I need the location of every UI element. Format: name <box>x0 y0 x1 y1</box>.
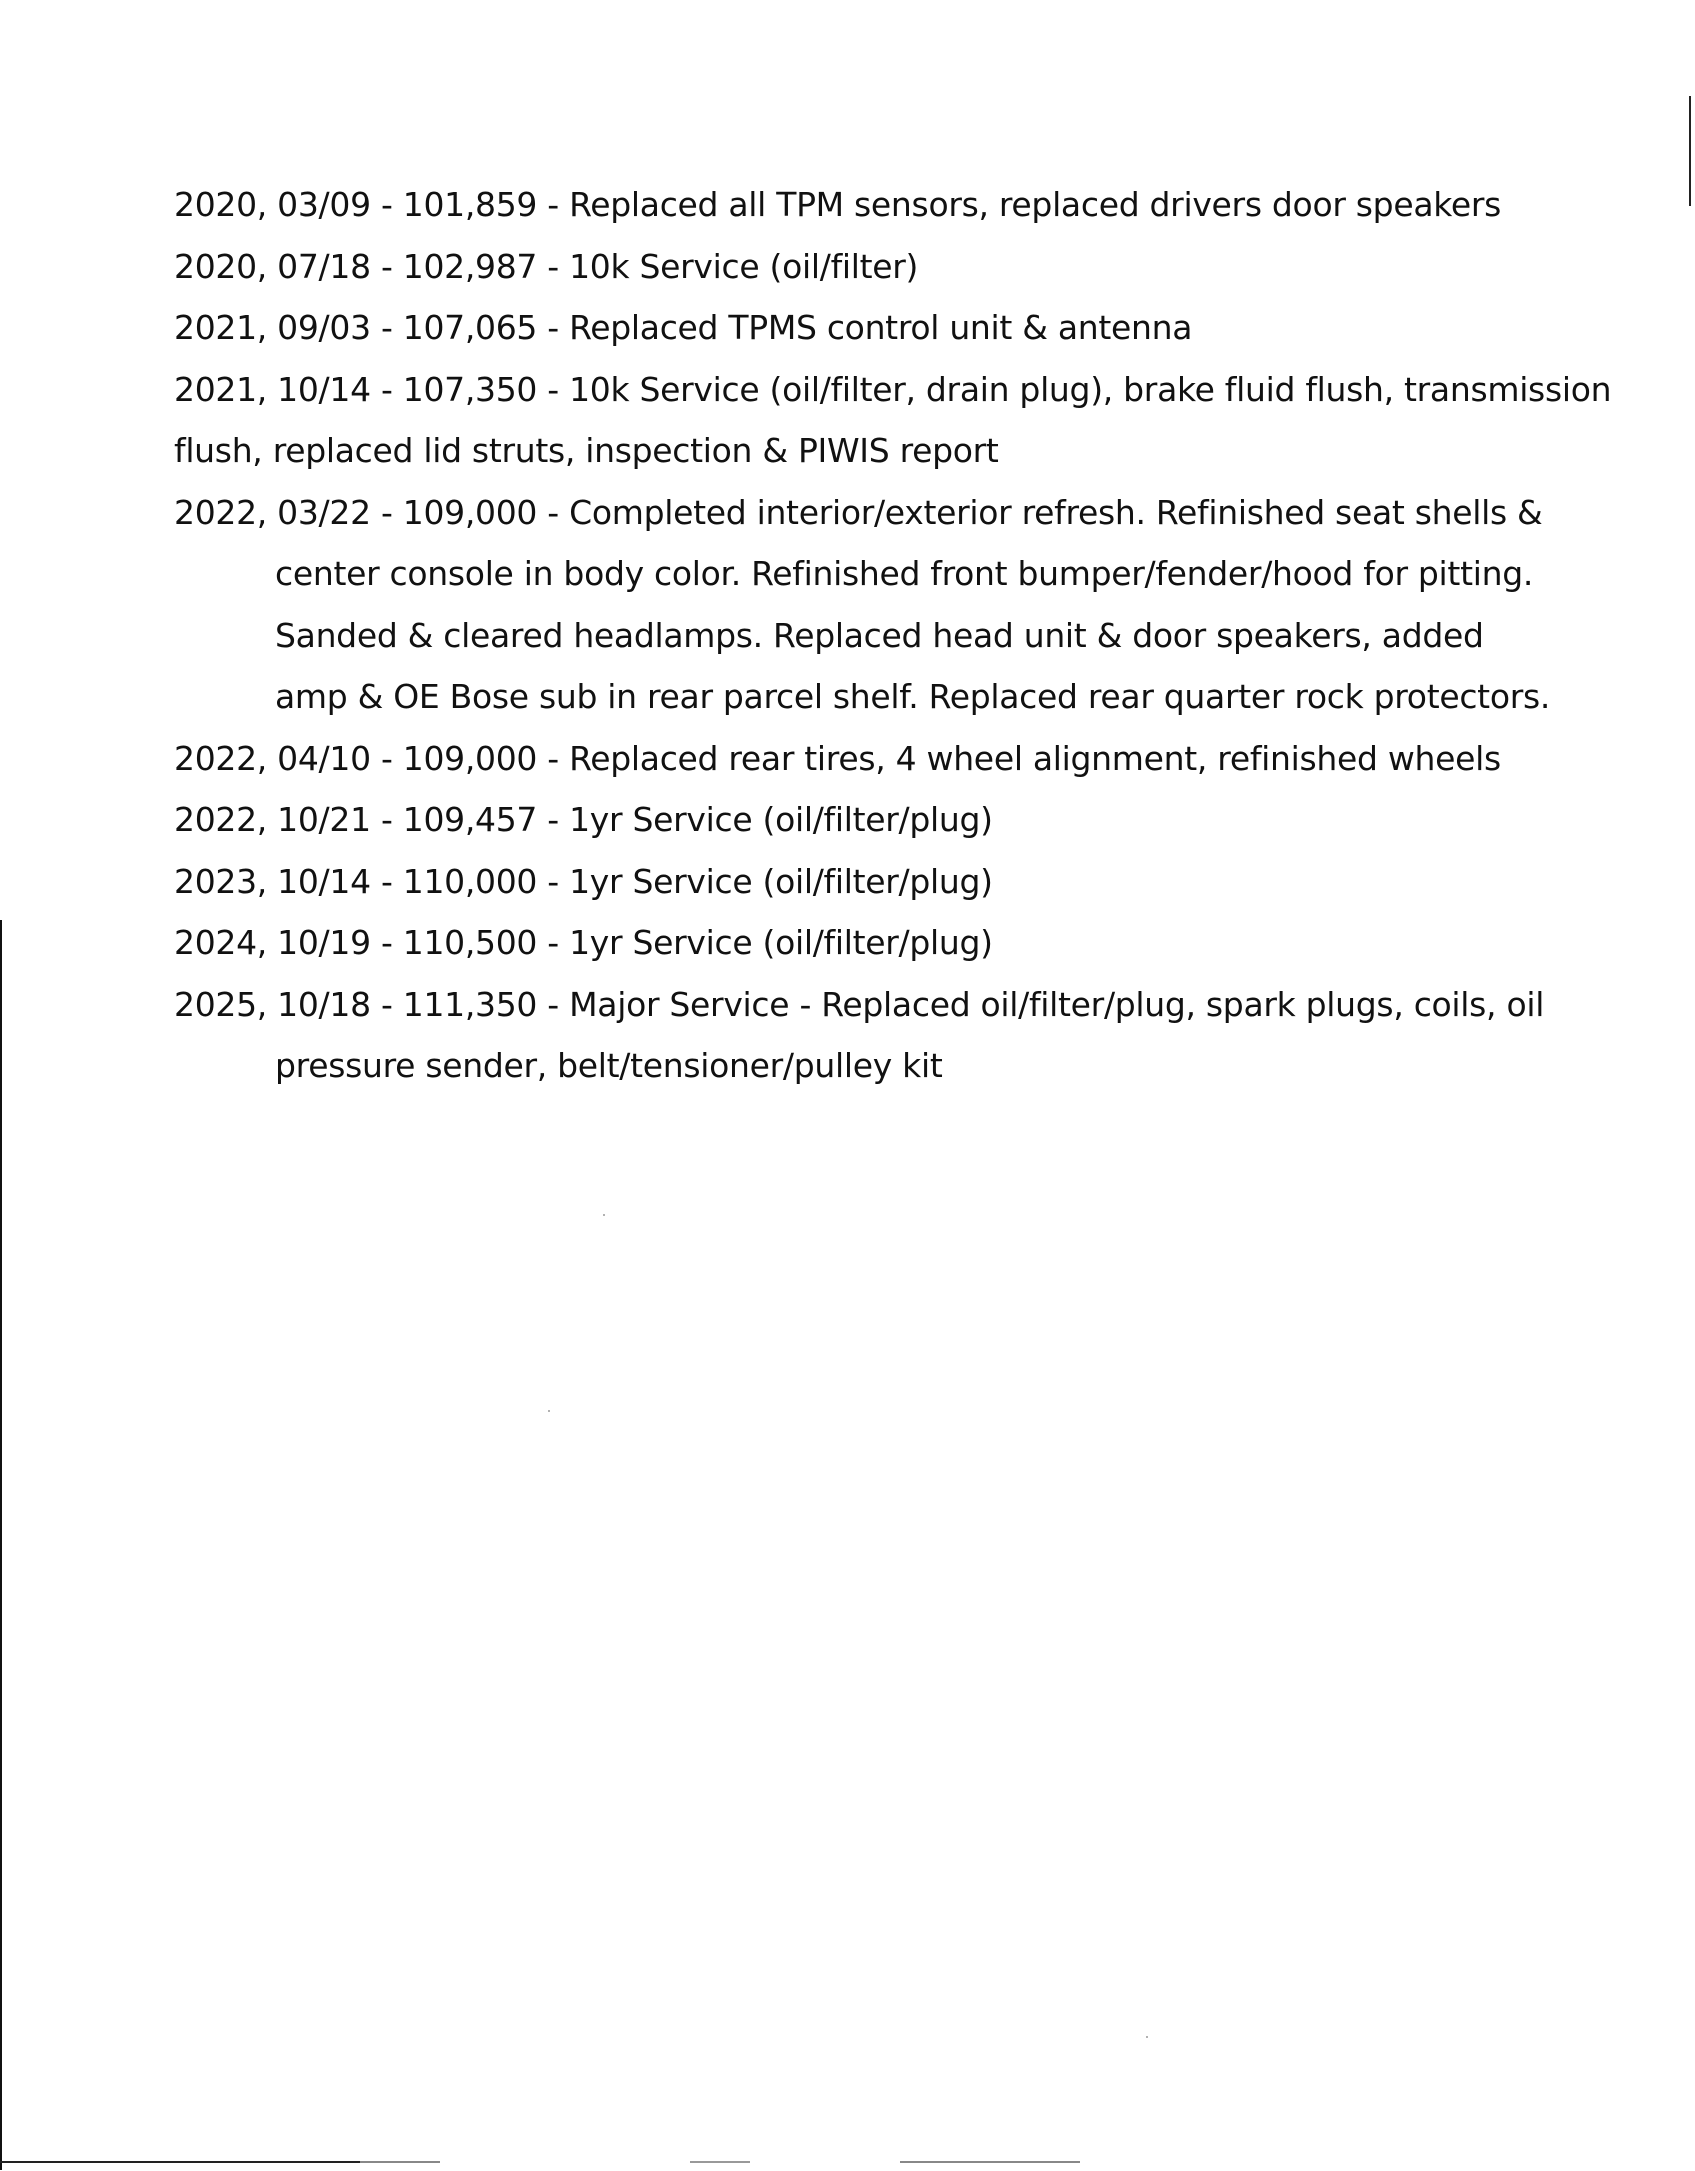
log-entry <box>174 297 1554 359</box>
log-entry <box>174 912 1554 974</box>
entry-line: 2022, 10/21 - 109,457 - 1yr Service (oil/filter/plug) <box>174 800 993 839</box>
entry-line: 2025, 10/18 - 111,350 - Major Service - Replaced oil/filter/plug, spark plugs, coils, oil <box>174 984 1545 1024</box>
log-entry <box>174 851 1554 913</box>
entry-line: 2021, 09/03 - 107,065 - Replaced TPMS control unit & antenna <box>174 308 1193 347</box>
entry-line: 2021, 10/14 - 107,350 - 10k Service (oil/filter, drain plug), brake fluid flush, transmission <box>174 369 1612 409</box>
entry-continuation-line: center console in body color. Refinished front bumper/fender/hood for pitting. <box>275 554 1534 593</box>
entry-line: 2020, 07/18 - 102,987 - 10k Service (oil/filter) <box>174 246 919 286</box>
log-entry <box>174 482 1554 728</box>
entry-line: 2022, 03/22 - 109,000 - Completed interior/exterior refresh. Refinished seat shells & <box>174 492 1543 532</box>
log-entry <box>174 974 1554 1097</box>
log-entry <box>174 174 1554 236</box>
entry-line: 2023, 10/14 - 110,000 - 1yr Service (oil/filter/plug) <box>174 861 993 901</box>
scan-speck <box>548 1410 550 1412</box>
scan-edge-mark <box>0 920 2 2170</box>
entry-line: 2022, 04/10 - 109,000 - Replaced rear tires, 4 wheel alignment, refinished wheels <box>174 738 1501 778</box>
log-entry <box>174 236 1554 298</box>
entry-line: 2024, 10/19 - 110,500 - 1yr Service (oil/filter/plug) <box>174 923 993 962</box>
entry-continuation-line: pressure sender, belt/tensioner/pulley kit <box>275 1046 943 1085</box>
scan-bottom-edge <box>0 2161 1695 2165</box>
entry-continuation-line: flush, replaced lid struts, inspection & PIWIS report <box>174 431 999 470</box>
scan-speck <box>1146 2036 1148 2038</box>
log-entry <box>174 789 1554 851</box>
service-log <box>174 174 1612 1097</box>
entry-continuation-line: Sanded & cleared headlamps. Replaced head unit & door speakers, added <box>275 615 1484 655</box>
log-entry <box>174 728 1554 790</box>
entry-continuation-line: amp & OE Bose sub in rear parcel shelf. Replaced rear quarter rock protectors. <box>275 677 1551 716</box>
scan-speck <box>603 1214 605 1216</box>
log-entry <box>174 359 1612 482</box>
entry-line: 2020, 03/09 - 101,859 - Replaced all TPM sensors, replaced drivers door speakers <box>174 185 1502 224</box>
scan-edge-mark <box>1689 96 1691 206</box>
